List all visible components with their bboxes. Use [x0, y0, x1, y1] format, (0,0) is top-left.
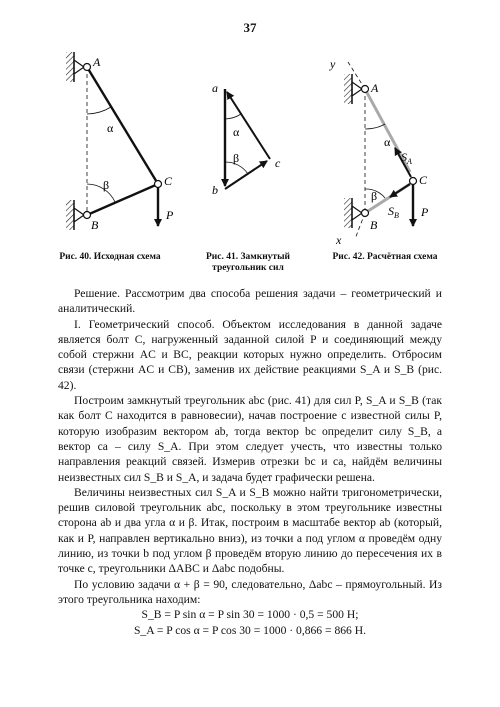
wall-top-40 — [66, 52, 74, 82]
svg-text:B: B — [370, 218, 378, 232]
page-number: 37 — [243, 20, 257, 35]
svg-text:A: A — [93, 55, 101, 69]
paragraph-solution: Решение. Рассмотрим два способа решения задачи – геометрический и аналитический. — [58, 287, 442, 316]
svg-text:SB: $S_B$ — [388, 204, 399, 220]
svg-text:β: β — [371, 189, 378, 203]
formula-sa: S_A = P cos α = P cos 30 = 1000 · 0,866 = 866 Н. — [133, 623, 367, 637]
svg-text:B: B — [91, 218, 99, 232]
svg-text:x: x — [336, 233, 342, 247]
svg-text:β: β — [103, 178, 110, 192]
svg-text:C: C — [419, 173, 428, 187]
svg-text:α: α — [233, 125, 240, 139]
svg-text:b: b — [212, 183, 218, 197]
fig42-caption: Рис. 42. Расчётная схема — [332, 252, 438, 262]
wall-bottom-40 — [66, 200, 74, 230]
svg-text:P: P — [166, 208, 174, 222]
fig41-caption: Рис. 41. Замкнутый треугольник сил — [206, 252, 290, 273]
svg-text:y: y — [330, 57, 336, 71]
paragraph-geometric: I. Геометрический способ. Объектом исследования в данной задаче является болт C, нагруженный заданной силой P и соединяющий между собой стержни AC и BC, реакции которых нужно определить. Отбросим связи (стержни AC и CB), заменив их действие реакциями S_A и S_B (рис. 42). — [58, 317, 442, 392]
paragraph-triangle: Построим замкнутый треугольник abc (рис. 41) для сил P, S_A и S_B (так как болт C находится в равновесии), начав построение с известной силы P, которую изобразим вектором ab, тогда вектор bc определит силу S_B, а вектор ca – силу S_A. При этом следует учесть, что известны только направления реакций связей. Измерив отрезки bc и ca, найдём величины неизвестных сил S_B и S_A, и задача будет графически решена. — [58, 394, 442, 484]
rod-ac-40 — [87, 67, 158, 184]
body-text — [58, 286, 442, 638]
paragraph-condition: По условию задачи α + β = 90, следовательно, Δabc – прямоугольный. Из этого треугольника находим: — [58, 577, 442, 606]
svg-text:C: C — [164, 174, 173, 188]
paragraph-trigonometric: Величины неизвестных сил S_A и S_B можно найти тригонометрически, решив силовой треугольник abc, поскольку в этом треугольнике известны сторона ab и два угла α и β. Итак, построим в масштабе вектор ab (который, как и P, направлен вертикально вниз), из точки a под углом α проведём одну линию, из точки b под углом β проведём вторую линию до пересечения их в точке c, треугольники ΔABC и Δabc подобны. — [58, 485, 442, 576]
svg-text:A: A — [371, 81, 379, 95]
svg-text:P: P — [421, 205, 429, 219]
figures-panel — [40, 44, 460, 249]
svg-text:α: α — [384, 135, 391, 149]
svg-text:β: β — [233, 151, 240, 165]
svg-text:α: α — [107, 121, 114, 135]
svg-text:c: c — [275, 156, 281, 170]
figure-42 — [329, 57, 429, 247]
figure-40 — [66, 52, 174, 232]
formula-sb: S_B = P sin α = P sin 30 = 1000 · 0,5 = 500 Н; — [141, 608, 359, 622]
figure-41 — [212, 81, 281, 197]
fig40-caption: Рис. 40. Исходная схема — [59, 252, 161, 262]
force-sb-42 — [390, 184, 410, 197]
svg-text:a: a — [212, 81, 218, 95]
svg-text:SA: $S_A$ — [401, 150, 412, 166]
rod-bc-40 — [87, 184, 158, 215]
